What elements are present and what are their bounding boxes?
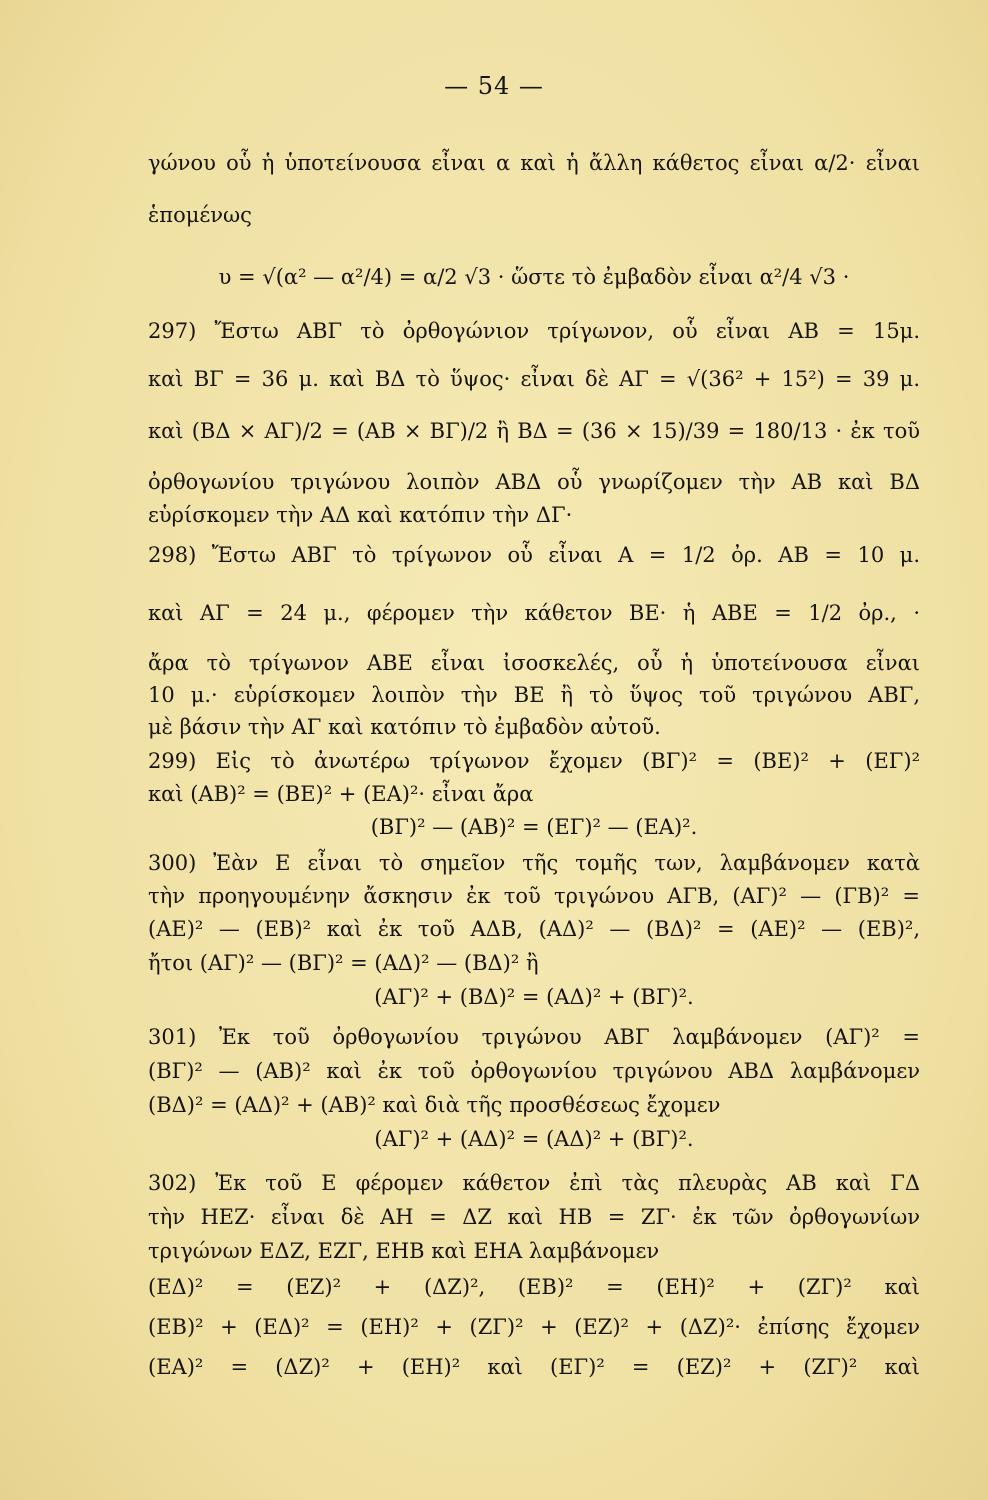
text-line: ὀρθογωνίου τριγώνου λοιπὸν ΑΒΔ οὗ γνωρίζομεν τὴν ΑΒ καὶ ΒΔ [148, 470, 920, 494]
problem-302-line: 302) Ἐκ τοῦ Ε φέρομεν κάθετον ἐπὶ τὰς πλευρὰς ΑΒ καὶ ΓΔ [148, 1171, 920, 1195]
formula-line: υ = √(α² — α²/4) = α/2 √3 · ὥστε τὸ ἐμβαδὸν εἶναι α²/4 √3 · [218, 265, 850, 289]
text-line: εὑρίσκομεν τὴν ΑΔ καὶ κατόπιν τὴν ΔΓ· [148, 503, 573, 527]
text-line: καὶ (ΑΒ)² = (ΒΕ)² + (ΕΑ)²· εἶναι ἄρα [148, 782, 534, 806]
problem-299-line: 299) Εἰς τὸ ἀνωτέρω τρίγωνον ἔχομεν (ΒΓ)² = (ΒΕ)² + (ΕΓ)² [148, 749, 920, 773]
text-line: 10 μ.· εὑρίσκομεν λοιπὸν τὴν ΒΕ ἢ τὸ ὕψος τοῦ τριγώνου ΑΒΓ, [148, 683, 920, 707]
text-line: τὴν προηγουμένην ἄσκησιν ἐκ τοῦ τριγώνου ΑΓΒ, (ΑΓ)² — (ΓΒ)² = [148, 884, 920, 908]
problem-301-line: 301) Ἐκ τοῦ ὀρθογωνίου τριγώνου ΑΒΓ λαμβάνομεν (ΑΓ)² = [148, 1025, 920, 1049]
formula-line: (ΕΔ)² = (ΕΖ)² + (ΔΖ)², (ΕΒ)² = (ΕΗ)² + (ΖΓ)² καὶ [148, 1275, 920, 1299]
text-line: ἤτοι (ΑΓ)² — (ΒΓ)² = (ΑΔ)² — (ΒΔ)² ἢ [148, 951, 539, 975]
formula-line: καὶ (ΒΔ × ΑΓ)/2 = (ΑΒ × ΒΓ)/2 ἢ ΒΔ = (36 × 15)/39 = 180/13 · ἐκ τοῦ [148, 419, 920, 443]
text-line: (ΑΕ)² — (ΕΒ)² καὶ ἐκ τοῦ ΑΔΒ, (ΑΔ)² — (ΒΔ)² = (ΑΕ)² — (ΕΒ)², [148, 917, 920, 941]
text-line: μὲ βάσιν τὴν ΑΓ καὶ κατόπιν τὸ ἐμβαδὸν αὐτοῦ. [148, 715, 661, 739]
text-line: καὶ ΑΓ = 24 μ., φέρομεν τὴν κάθετον ΒΕ· ἡ ΑΒΕ = 1/2 ὀρ., · [148, 601, 920, 625]
formula-line: (ΕΑ)² = (ΔΖ)² + (ΕΗ)² καὶ (ΕΓ)² = (ΕΖ)² + (ΖΓ)² καὶ [148, 1355, 920, 1379]
text-line: (ΒΓ)² — (ΑΒ)² καὶ ἐκ τοῦ ὀρθογωνίου τριγώνου ΑΒΔ λαμβάνομεν [148, 1059, 920, 1083]
formula-line: (ΒΓ)² — (ΑΒ)² = (ΕΓ)² — (ΕΑ)². [370, 815, 698, 839]
text-line: ἑπομένως [148, 203, 252, 227]
formula-line: (ΑΓ)² + (ΑΔ)² = (ΑΔ)² + (ΒΓ)². [374, 1127, 694, 1151]
text-line: τριγώνων ΕΔΖ, ΕΖΓ, ΕΗΒ καὶ ΕΗΑ λαμβάνομεν [148, 1239, 660, 1263]
formula-line: (ΕΒ)² + (ΕΔ)² = (ΕΗ)² + (ΖΓ)² + (ΕΖ)² + (ΔΖ)²· ἐπίσης ἔχομεν [148, 1315, 920, 1339]
text-line: τὴν ΗΕΖ· εἶναι δὲ ΑΗ = ΔΖ καὶ ΗΒ = ΖΓ· ἐκ τῶν ὀρθογωνίων [148, 1205, 920, 1229]
formula-line: (ΑΓ)² + (ΒΔ)² = (ΑΔ)² + (ΒΓ)². [374, 985, 694, 1009]
problem-298-line: 298) Ἔστω ΑΒΓ τὸ τρίγωνον οὗ εἶναι Α = 1/2 ὀρ. ΑΒ = 10 μ. [148, 543, 920, 567]
problem-297-line: 297) Ἔστω ΑΒΓ τὸ ὀρθογώνιον τρίγωνον, οὗ εἶναι ΑΒ = 15μ. [148, 319, 920, 343]
text-line: ἄρα τὸ τρίγωνον ΑΒΕ εἶναι ἰσοσκελές, οὗ ἡ ὑποτείνουσα εἶναι [148, 651, 920, 675]
text-line: γώνου οὗ ἡ ὑποτείνουσα εἶναι α καὶ ἡ ἄλλη κάθετος εἶναι α/2· εἶναι [148, 151, 920, 175]
problem-300-line: 300) Ἐὰν Ε εἶναι τὸ σημεῖον τῆς τομῆς των, λαμβάνομεν κατὰ [148, 851, 920, 875]
text-line: (ΒΔ)² = (ΑΔ)² + (ΑΒ)² καὶ διὰ τῆς προσθέσεως ἔχομεν [148, 1093, 721, 1117]
text-line: καὶ ΒΓ = 36 μ. καὶ ΒΔ τὸ ὕψος· εἶναι δὲ ΑΓ = √(36² + 15²) = 39 μ. [148, 367, 920, 391]
page-number: — 54 — [444, 72, 544, 100]
